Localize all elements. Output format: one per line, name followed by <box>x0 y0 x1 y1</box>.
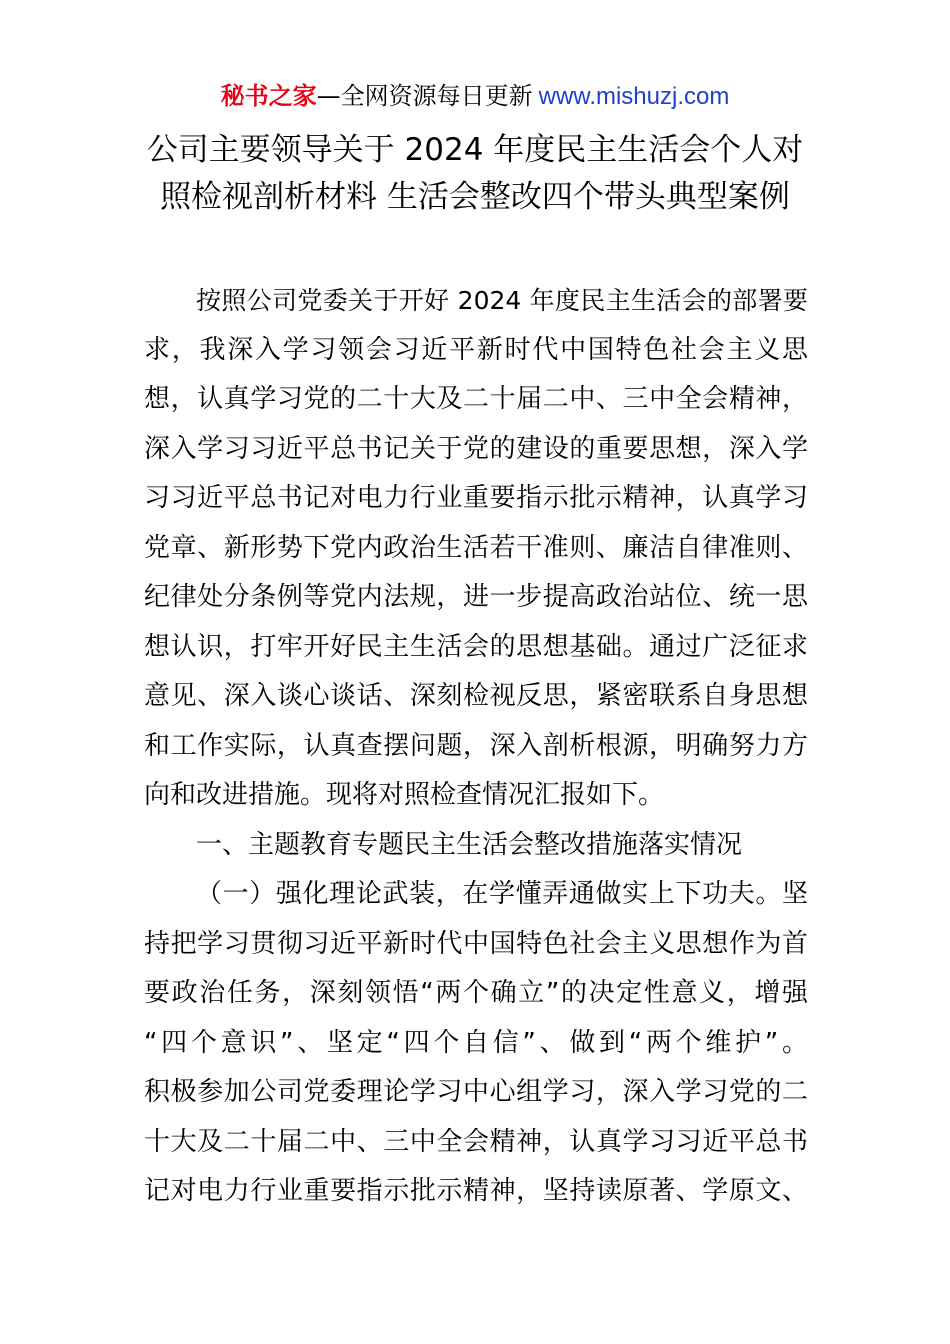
title-line: 照检视剖析材料 生活会整改四个带头典型案例 <box>160 179 790 215</box>
body-line: 十大及二十届二中、三中全会精神，认真学习习近平总书 <box>144 1126 808 1157</box>
body-line: 积极参加公司党委理论学习中心组学习，深入学习党的二 <box>144 1077 808 1107</box>
body-line: 党章、新形势下党内政治生活若干准则、廉洁自律准则、 <box>144 532 808 563</box>
body-line: 想，认真学习党的二十大及二十届二中、三中全会精神， <box>144 384 808 414</box>
body-line: 记对电力行业重要指示批示精神，坚持读原著、学原文、 <box>144 1176 808 1206</box>
banner-site-name: 秘书之家 <box>220 82 317 110</box>
body-line: 意见、深入谈心谈话、深刻检视反思，紧密联系自身思想 <box>144 681 808 711</box>
document-body <box>144 276 808 1217</box>
banner-tagline: —全网资源每日更新 <box>316 82 533 110</box>
body-line: 纪律处分条例等党内法规，进一步提高政治站位、统一思 <box>144 582 808 612</box>
body-line: 和工作实际，认真查摆问题，深入剖析根源，明确努力方 <box>144 730 808 761</box>
document-title <box>0 127 950 221</box>
banner-url-link[interactable]: www.mishuzj.com <box>538 83 730 110</box>
body-line: “四个意识”、坚定“四个自信”、做到“两个维护”。 <box>144 1027 808 1058</box>
section-heading: 一、主题教育专题民主生活会整改措施落实情况 <box>196 829 743 860</box>
body-line: 要政治任务，深刻领悟“两个确立”的决定性意义，增强 <box>144 978 808 1008</box>
body-line: 持把学习贯彻习近平新时代中国特色社会主义思想作为首 <box>144 928 808 959</box>
body-line: 深入学习习近平总书记关于党的建设的重要思想，深入学 <box>144 433 808 464</box>
body-line: （一）强化理论武装，在学懂弄通做实上下功夫。坚 <box>196 879 808 909</box>
body-line: 习习近平总书记对电力行业重要指示批示精神，认真学习 <box>144 483 808 513</box>
title-line: 公司主要领导关于 2024 年度民主生活会个人对 <box>146 132 804 168</box>
site-banner <box>0 80 950 113</box>
body-line: 按照公司党委关于开好 2024 年度民主生活会的部署要 <box>196 286 808 315</box>
body-line: 向和改进措施。现将对照检查情况汇报如下。 <box>144 780 665 810</box>
body-line: 想认识，打牢开好民主生活会的思想基础。通过广泛征求 <box>144 631 808 662</box>
body-line: 求，我深入学习领会习近平新时代中国特色社会主义思 <box>144 334 808 365</box>
